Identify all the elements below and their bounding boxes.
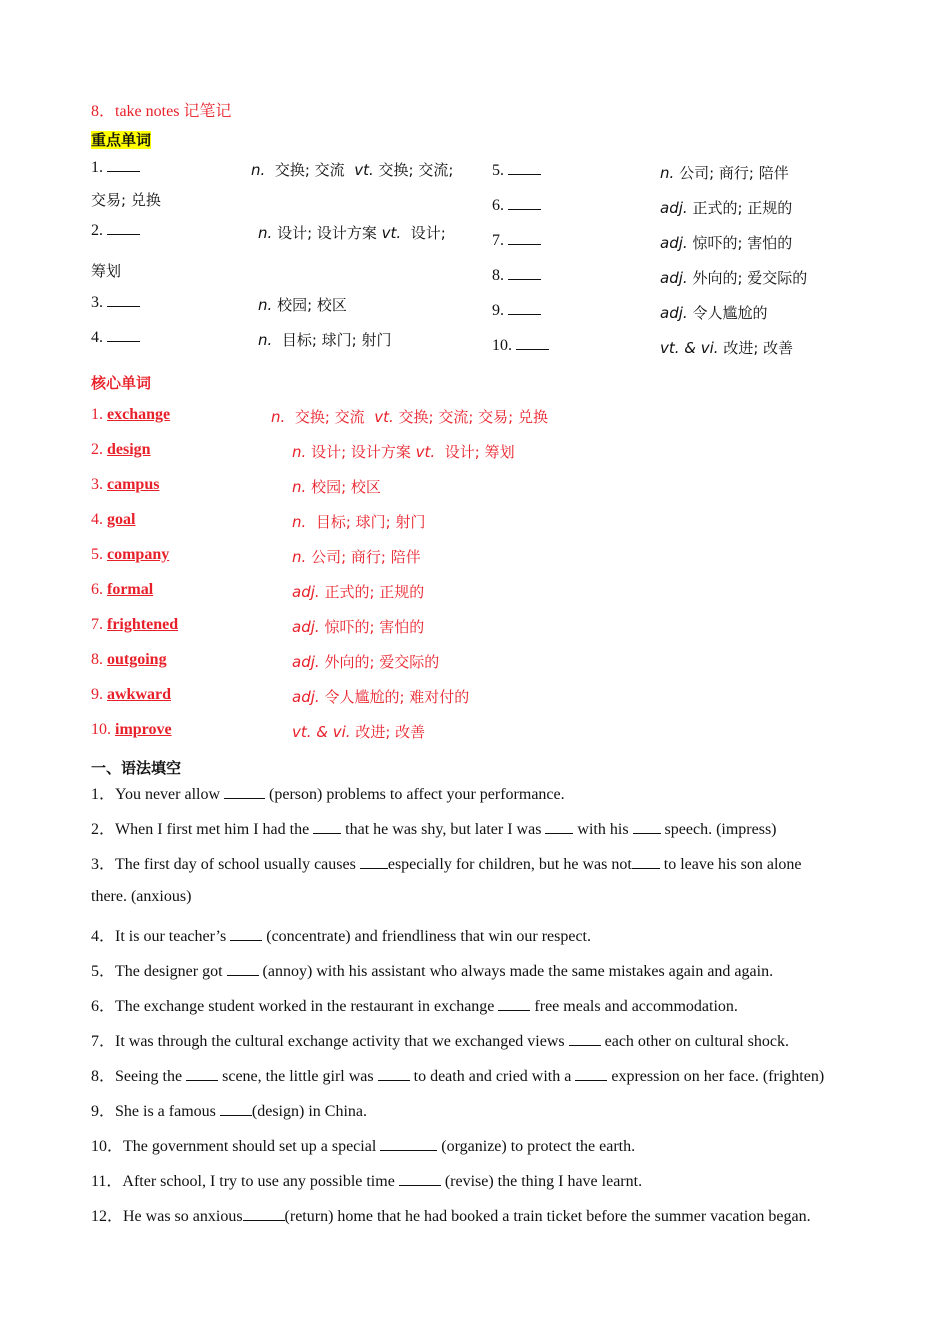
answer-blank xyxy=(186,1079,218,1081)
answer-word: campus xyxy=(107,476,160,493)
key-word-def-4 xyxy=(258,329,391,350)
answer-word: company xyxy=(107,546,170,563)
item-number: 10. xyxy=(91,721,111,738)
question-6 xyxy=(91,993,738,1016)
core-word-6 xyxy=(91,581,153,599)
item-number: 6. xyxy=(91,581,103,598)
answer-word: exchange xyxy=(107,406,171,423)
definition: 交换; 交流 xyxy=(274,161,345,179)
definition: 改进; 改善 xyxy=(723,339,794,357)
core-word-def-3 xyxy=(292,476,381,497)
part-of-speech: n. xyxy=(292,548,307,566)
answer-blank xyxy=(633,832,661,834)
answer-blank xyxy=(508,208,541,210)
question-11 xyxy=(91,1168,642,1191)
definition: 正式的; 正规的 xyxy=(324,583,425,601)
answer-blank xyxy=(498,1009,530,1011)
core-word-9 xyxy=(91,686,171,704)
core-word-4 xyxy=(91,511,135,529)
definition: 惊吓的; 害怕的 xyxy=(324,618,425,636)
item-number: 9. xyxy=(91,686,103,703)
part-of-speech: n. xyxy=(258,224,273,242)
question-text: 5．The designer got xyxy=(91,963,223,980)
definition: 目标; 球门; 射门 xyxy=(281,331,392,349)
part-of-speech: adj. xyxy=(660,304,688,322)
part-of-speech: adj. xyxy=(292,583,320,601)
core-word-def-10 xyxy=(292,721,425,742)
core-word-def-6 xyxy=(292,581,424,602)
part-of-speech: adj. xyxy=(660,234,688,252)
question-text: (annoy) with his assistant who always made the same mistakes again and again. xyxy=(262,963,774,980)
answer-blank xyxy=(399,1184,441,1186)
item-number: 6. xyxy=(492,197,504,214)
definition: 交换; 交流; 交易; 兑换 xyxy=(398,408,548,426)
question-text: speech. (impress) xyxy=(664,821,777,838)
answer-blank xyxy=(220,1114,252,1116)
item-number: 1. xyxy=(91,406,103,423)
question-text: expression on her face. (frighten) xyxy=(611,1068,825,1085)
item-number: 5. xyxy=(492,162,504,179)
answer-blank xyxy=(575,1079,607,1081)
part-of-speech: vt. xyxy=(381,224,402,242)
definition: 公司; 商行; 陪伴 xyxy=(679,164,789,182)
item-number: 8. xyxy=(492,267,504,284)
key-word-def-1-wrap: 交易; 兑换 xyxy=(91,191,161,209)
definition: 设计; xyxy=(410,224,446,242)
part-of-speech: vt. & vi. xyxy=(292,723,351,741)
question-9 xyxy=(91,1098,367,1121)
key-word-row-1 xyxy=(91,159,140,177)
question-text: especially for children, but he was not xyxy=(387,856,632,873)
item-number: 10. xyxy=(492,337,512,354)
core-word-10 xyxy=(91,721,172,739)
part-of-speech: n. xyxy=(251,161,266,179)
definition: 令人尴尬的; 难对付的 xyxy=(324,688,470,706)
key-word-def-7 xyxy=(660,232,792,253)
answer-word: outgoing xyxy=(107,651,167,668)
key-word-row-10 xyxy=(492,337,549,355)
question-text: (organize) to protect the earth. xyxy=(441,1138,636,1155)
core-word-def-1 xyxy=(271,406,548,427)
question-text: 6．The exchange student worked in the restaurant in exchange xyxy=(91,998,495,1015)
key-word-row-6 xyxy=(492,197,541,215)
question-4 xyxy=(91,923,591,946)
definition: 令人尴尬的 xyxy=(692,304,768,322)
question-text: to leave his son alone xyxy=(663,856,802,873)
question-text: free meals and accommodation. xyxy=(534,998,738,1015)
definition: 交换; 交流; xyxy=(378,161,454,179)
answer-blank xyxy=(107,170,140,172)
question-text: (return) home that he had booked a train ticket before the summer vacation began. xyxy=(284,1208,811,1225)
part-of-speech: adj. xyxy=(660,199,688,217)
answer-blank xyxy=(380,1149,437,1151)
core-word-def-4 xyxy=(292,511,425,532)
item-number: 8. xyxy=(91,651,103,668)
answer-blank xyxy=(224,797,265,799)
question-text: 10．The government should set up a special xyxy=(91,1138,377,1155)
answer-blank xyxy=(360,867,388,869)
question-text: (revise) the thing I have learnt. xyxy=(444,1173,643,1190)
question-5 xyxy=(91,958,773,981)
part-of-speech: n. xyxy=(292,513,307,531)
answer-word: formal xyxy=(107,581,154,598)
key-word-def-3 xyxy=(258,294,347,315)
core-word-def-9 xyxy=(292,686,469,707)
key-word-def-1 xyxy=(251,159,453,180)
answer-blank xyxy=(508,313,541,315)
key-word-row-7 xyxy=(492,232,541,250)
definition: 目标; 球门; 射门 xyxy=(315,513,426,531)
core-words-heading: 核心单词 xyxy=(91,374,152,392)
part-of-speech: adj. xyxy=(292,653,320,671)
answer-word: goal xyxy=(107,511,136,528)
key-word-row-4 xyxy=(91,329,140,347)
key-word-row-2 xyxy=(91,222,140,240)
question-text: 11．After school, I try to use any possible time xyxy=(91,1173,395,1190)
core-word-def-5 xyxy=(292,546,421,567)
definition: 校园; 校区 xyxy=(277,296,347,314)
key-word-row-5 xyxy=(492,162,541,180)
question-text: 4．It is our teacher’s xyxy=(91,928,227,945)
key-word-def-2-wrap: 筹划 xyxy=(91,262,122,280)
part-of-speech: adj. xyxy=(292,618,320,636)
question-text: 9．She is a famous xyxy=(91,1103,216,1120)
part-of-speech: n. xyxy=(258,331,273,349)
answer-word: improve xyxy=(115,721,172,738)
definition: 外向的; 爱交际的 xyxy=(692,269,808,287)
question-3-wrap: there. (anxious) xyxy=(91,888,192,905)
section-key-words-title xyxy=(91,129,151,150)
answer-word: design xyxy=(107,441,151,458)
answer-blank xyxy=(313,832,341,834)
key-word-row-8 xyxy=(492,267,541,285)
answer-blank xyxy=(243,1219,285,1221)
part-of-speech: vt. xyxy=(374,408,394,426)
part-of-speech: adj. xyxy=(660,269,688,287)
question-text: (design) in China. xyxy=(251,1103,367,1120)
definition: 公司; 商行; 陪伴 xyxy=(311,548,421,566)
key-word-def-8 xyxy=(660,267,807,288)
answer-blank xyxy=(632,867,660,869)
item-number: 2. xyxy=(91,222,103,239)
definition: 交换; 交流 xyxy=(294,408,365,426)
key-word-def-10 xyxy=(660,337,793,358)
core-word-8 xyxy=(91,651,167,669)
item-number: 5. xyxy=(91,546,103,563)
definition: 外向的; 爱交际的 xyxy=(324,653,440,671)
question-7 xyxy=(91,1028,789,1051)
core-word-5 xyxy=(91,546,169,564)
definition: 正式的; 正规的 xyxy=(692,199,793,217)
answer-blank xyxy=(508,173,541,175)
answer-blank xyxy=(230,939,262,941)
question-text: 8．Seeing the xyxy=(91,1068,183,1085)
answer-blank xyxy=(378,1079,410,1081)
part-of-speech: n. xyxy=(292,478,307,496)
question-3 xyxy=(91,851,802,874)
question-12 xyxy=(91,1203,811,1226)
answer-blank xyxy=(508,243,541,245)
question-text: each other on cultural shock. xyxy=(604,1033,789,1050)
part-of-speech: n. xyxy=(660,164,675,182)
core-word-1 xyxy=(91,406,170,424)
item-number: 3. xyxy=(91,476,103,493)
key-word-def-9 xyxy=(660,302,767,323)
question-text: scene, the little girl was xyxy=(222,1068,374,1085)
answer-blank xyxy=(545,832,573,834)
key-word-def-5 xyxy=(660,162,789,183)
core-word-def-7 xyxy=(292,616,424,637)
take-notes-item xyxy=(91,98,231,121)
key-word-row-9 xyxy=(492,302,541,320)
core-word-def-8 xyxy=(292,651,439,672)
question-text: (person) problems to affect your performance. xyxy=(269,786,565,803)
item-number: 4. xyxy=(91,329,103,346)
item-number: 9. xyxy=(492,302,504,319)
question-text: to death and cried with a xyxy=(413,1068,572,1085)
core-word-def-2 xyxy=(292,441,515,462)
part-of-speech: vt. xyxy=(354,161,374,179)
key-words-heading: 重点单词 xyxy=(91,131,152,149)
definition: 惊吓的; 害怕的 xyxy=(692,234,793,252)
question-text: 1．You never allow xyxy=(91,786,221,803)
grammar-fill-heading: 一、语法填空 xyxy=(91,759,182,777)
core-word-7 xyxy=(91,616,178,634)
definition: 设计; 设计方案 xyxy=(311,443,411,461)
answer-word: awkward xyxy=(107,686,172,703)
take-notes-text: 8．take notes 记笔记 xyxy=(91,103,232,120)
question-text: 2．When I first met him I had the xyxy=(91,821,310,838)
part-of-speech: vt. & vi. xyxy=(660,339,719,357)
part-of-speech: n. xyxy=(271,408,286,426)
question-text: with his xyxy=(577,821,629,838)
part-of-speech: n. xyxy=(258,296,273,314)
answer-blank xyxy=(516,348,549,350)
question-text: 7．It was through the cultural exchange activity that we exchanged views xyxy=(91,1033,565,1050)
question-text: (concentrate) and friendliness that win our respect. xyxy=(266,928,591,945)
definition: 设计; 筹划 xyxy=(444,443,515,461)
question-text: 3．The first day of school usually causes xyxy=(91,856,356,873)
question-text: that he was shy, but later I was xyxy=(345,821,542,838)
answer-blank xyxy=(569,1044,601,1046)
answer-blank xyxy=(227,974,259,976)
item-number: 7. xyxy=(91,616,103,633)
core-word-2 xyxy=(91,441,151,459)
answer-blank xyxy=(107,340,140,342)
answer-blank xyxy=(508,278,541,280)
core-word-3 xyxy=(91,476,159,494)
key-word-def-2 xyxy=(258,222,446,243)
part-of-speech: n. xyxy=(292,443,307,461)
definition: 设计; 设计方案 xyxy=(277,224,377,242)
definition: 改进; 改善 xyxy=(355,723,426,741)
answer-word: frightened xyxy=(107,616,179,633)
item-number: 3. xyxy=(91,294,103,311)
question-2 xyxy=(91,816,777,839)
item-number: 7. xyxy=(492,232,504,249)
part-of-speech: vt. xyxy=(415,443,436,461)
part-of-speech: adj. xyxy=(292,688,320,706)
item-number: 2. xyxy=(91,441,103,458)
question-1 xyxy=(91,781,565,804)
definition: 校园; 校区 xyxy=(311,478,381,496)
answer-blank xyxy=(107,305,140,307)
item-number: 1. xyxy=(91,159,103,176)
question-text: 12．He was so anxious xyxy=(91,1208,243,1225)
question-10 xyxy=(91,1133,635,1156)
question-8 xyxy=(91,1063,824,1086)
key-word-def-6 xyxy=(660,197,792,218)
key-word-row-3 xyxy=(91,294,140,312)
item-number: 4. xyxy=(91,511,103,528)
answer-blank xyxy=(107,233,140,235)
